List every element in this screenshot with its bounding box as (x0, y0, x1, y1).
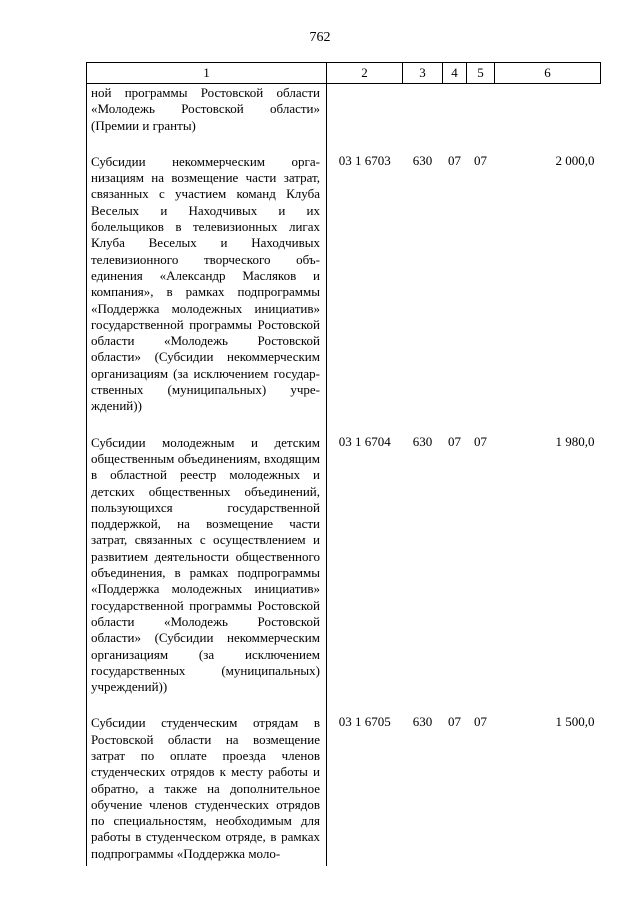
row-code: 03 1 6705 (338, 714, 391, 730)
row-pr: 07 (474, 433, 487, 449)
row-rz: 07 (448, 714, 461, 730)
row-amount (495, 84, 601, 138)
row-vr (403, 84, 443, 138)
row-amount: 1 980,0 (555, 433, 595, 449)
row-gap (87, 138, 601, 153)
row-rz (443, 84, 467, 138)
page-number: 762 (309, 30, 331, 45)
column-header-6: 6 (495, 63, 601, 84)
row-amount: 1 500,0 (555, 714, 595, 730)
row-pr: 07 (474, 714, 487, 730)
table-row (87, 84, 601, 138)
row-pr (467, 84, 495, 138)
row-code: 03 1 6704 (338, 433, 391, 449)
column-header-3: 3 (403, 63, 443, 84)
row-description: Субсидии некоммерческим организациям на возмещение части затрат, связанных с участием команд Клуба Веселых и Находчивых и их болельщиков в телевизионных лигах Клуба Веселых и Находчивых телевизионного творческого объединения «Александр Масляков и компания», в рамках подпрограммы «Поддержка молодежных инициатив» государственной программы Ростовской области «Молодежь Ростовской области» (Субсидии некоммерческим организациям (за исключением государственных (муниципальных) учреждений)) (87, 153, 327, 419)
row-gap (87, 699, 601, 714)
column-header-4: 4 (443, 63, 467, 84)
row-description: ной программы Ростовской области «Молодежь Ростовской области» (Премии и гранты) (87, 84, 327, 138)
row-description: Субсидии студенческим отрядам в Ростовской области на возмещение затрат по оплате проезда членов студенческих отрядов к месту работы и обратно, а также на дополнительное обучение членов студенческих отрядов по специальностям, необходимым для работы в студенческом отряде, в рамках подпрограммы «Поддержка моло- (87, 714, 327, 866)
table-row (87, 434, 601, 700)
table-row (87, 714, 601, 866)
column-header-5: 5 (467, 63, 495, 84)
column-header-2: 2 (327, 63, 403, 84)
row-code (327, 84, 403, 138)
budget-table (86, 62, 601, 866)
row-pr: 07 (474, 152, 487, 168)
table-row (87, 153, 601, 419)
row-rz: 07 (448, 433, 461, 449)
row-code: 03 1 6703 (338, 152, 391, 168)
table-header-row (87, 63, 601, 84)
row-amount: 2 000,0 (555, 152, 595, 168)
row-description: Субсидии молодежным и детским общественным объединениям, входящим в областной реестр молодежных и детских общественных объединений, пользующихся государственной поддержкой, на возмещение части затрат, связанных с осуществлением и развитием деятельности общественного объединения, в рамках подпрограммы «Поддержка молодежных инициатив» государственной программы Ростовской области «Молодежь Ростовской области» (Субсидии некоммерческим организациям (за исключением государственных (муниципальных) учреждений)) (87, 434, 327, 700)
row-vr: 630 (412, 152, 433, 168)
row-vr: 630 (412, 433, 433, 449)
row-rz: 07 (448, 152, 461, 168)
row-gap (87, 419, 601, 434)
row-vr: 630 (412, 714, 433, 730)
column-header-1: 1 (87, 63, 327, 84)
